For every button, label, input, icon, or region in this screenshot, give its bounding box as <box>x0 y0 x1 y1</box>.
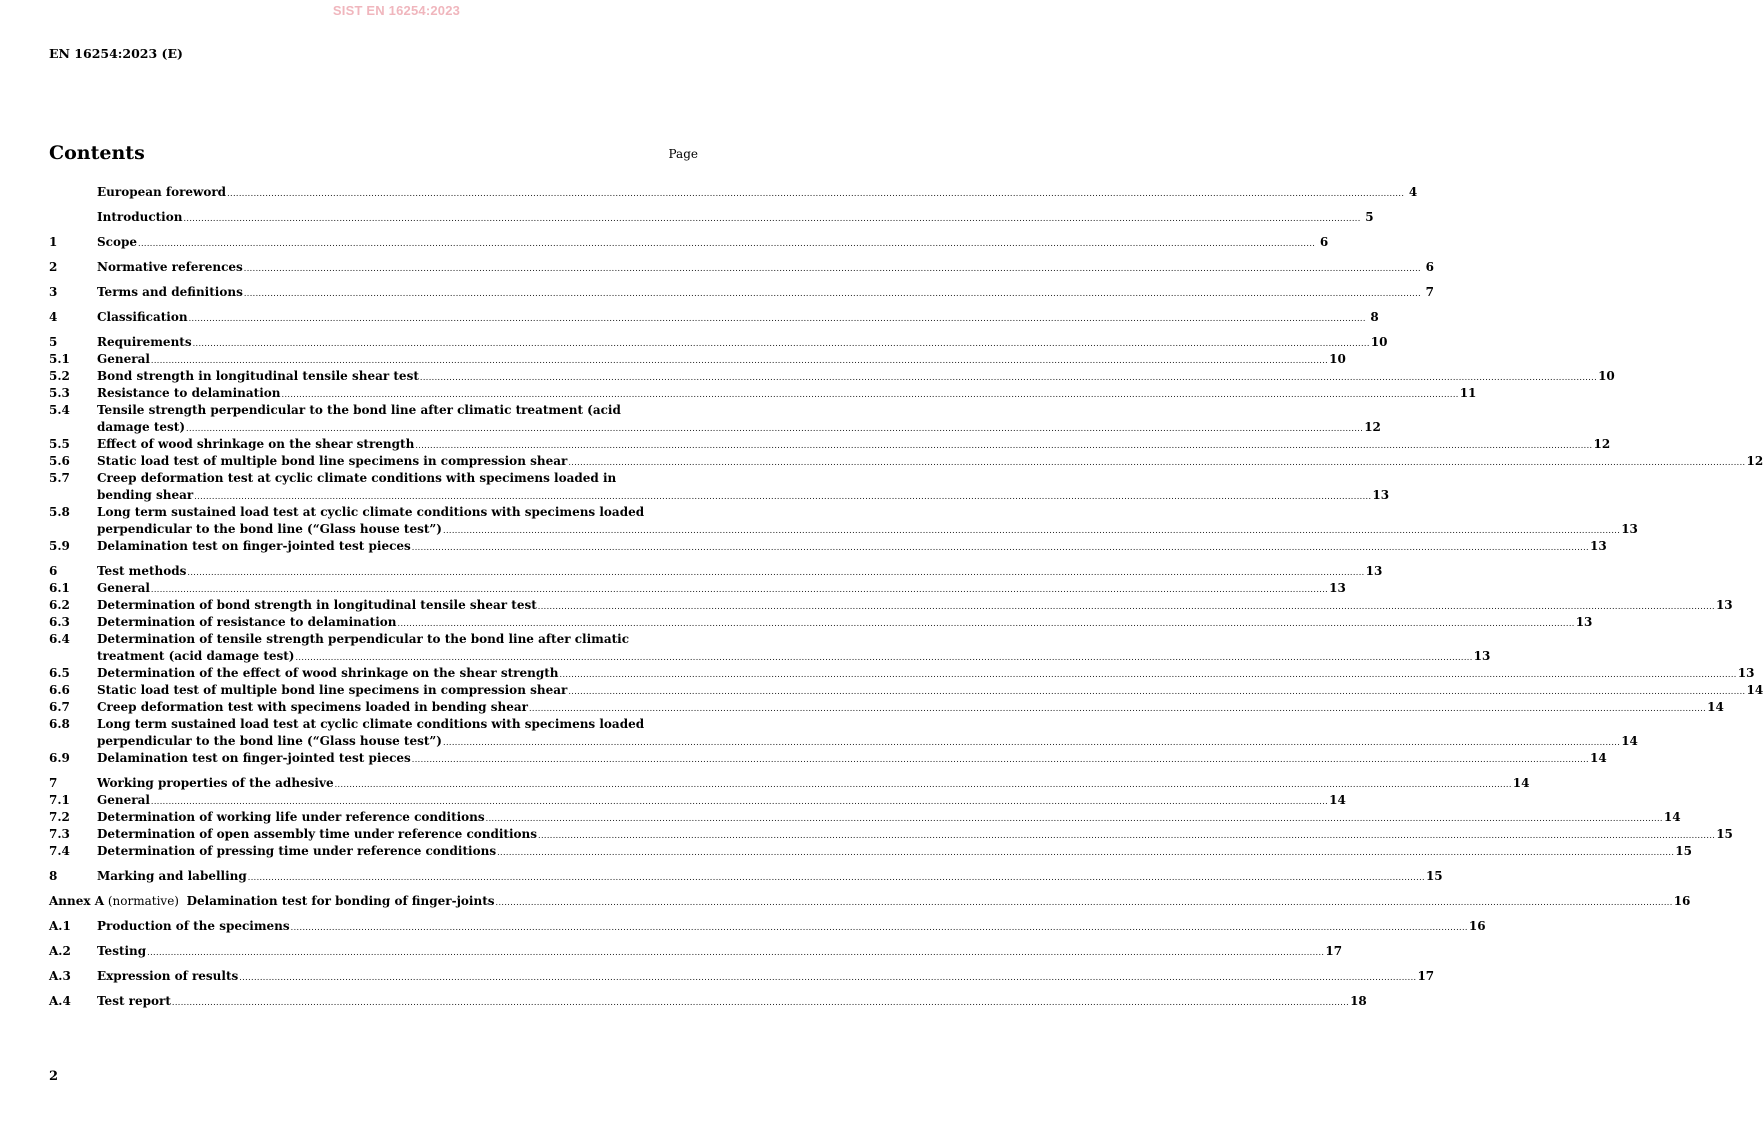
toc-entry-title: Resistance to delamination <box>97 386 281 400</box>
toc-entry-number: 5.3 <box>49 386 70 400</box>
toc-entry-page: 5 <box>1365 210 1374 224</box>
toc-entry[interactable] <box>49 184 1418 201</box>
dot-leader: ................................................................................................................................................................................................................................................................................................................................................................................................................ <box>243 289 1422 298</box>
toc-entry-number: 5.8 <box>49 505 70 519</box>
toc-entry[interactable] <box>49 792 1346 809</box>
toc-entry[interactable] <box>49 334 1388 351</box>
toc-entry-title: Working properties of the adhesive <box>97 776 334 790</box>
dot-leader: ................................................................................................................................................................................................................................................................................................................................................................................................................ <box>150 585 1329 594</box>
toc-entry-number: 5.2 <box>49 369 70 383</box>
toc-entry[interactable] <box>49 453 1763 470</box>
toc-entry-title: Terms and definitions <box>97 285 243 299</box>
toc-entry-page: 13 <box>1575 615 1593 629</box>
toc-entry-page: 14 <box>1329 793 1346 807</box>
toc-entry-title: European foreword <box>97 185 227 199</box>
toc-entry-page: 7 <box>1425 285 1435 299</box>
watermark: SIST EN 16254:2023 <box>332 3 461 18</box>
dot-leader: ................................................................................................................................................................................................................................................................................................................................................................................................................ <box>192 339 1370 348</box>
toc-entry-title: Test methods <box>97 564 187 578</box>
toc-entry-title-line1: Creep deformation test at cyclic climate conditions with specimens loaded in <box>97 471 617 485</box>
toc-entry-page: 16 <box>1468 919 1486 933</box>
toc-entry-title: Test report <box>97 994 171 1008</box>
toc-entry-number: 7.2 <box>49 810 70 824</box>
dot-leader: ................................................................................................................................................................................................................................................................................................................................................................................................................ <box>497 848 1675 857</box>
toc-entry[interactable] <box>49 368 1615 385</box>
table-of-contents <box>49 184 1763 1010</box>
toc-entry[interactable] <box>49 259 1434 276</box>
toc-entry-page: 12 <box>1746 454 1763 468</box>
toc-entry-page: 10 <box>1370 335 1388 349</box>
toc-entry-title-line1: Determination of tensile strength perpendicular to the bond line after climatic <box>97 632 630 646</box>
dot-leader: ................................................................................................................................................................................................................................................................................................................................................................................................................ <box>415 441 1593 450</box>
toc-entry-number: A.4 <box>49 994 71 1008</box>
toc-entry-title: Determination of pressing time under reference conditions <box>97 844 497 858</box>
toc-entry-title: perpendicular to the bond line (“Glass house test”) <box>97 522 442 536</box>
toc-entry[interactable] <box>49 826 1733 843</box>
toc-entry-number: 6.2 <box>49 598 70 612</box>
toc-entry-page: 14 <box>1746 683 1763 697</box>
toc-entry-page: 15 <box>1716 827 1733 841</box>
toc-entry-number: 4 <box>49 310 58 324</box>
toc-entry[interactable] <box>49 993 1367 1010</box>
toc-entry-page: 6 <box>1319 235 1329 249</box>
toc-entry-page: 6 <box>1425 260 1434 274</box>
toc-entry[interactable] <box>49 209 1374 226</box>
toc-entry-number: 6 <box>49 564 58 578</box>
toc-entry-page: 15 <box>1675 844 1692 858</box>
toc-entry[interactable] <box>49 750 1607 767</box>
dot-leader: ................................................................................................................................................................................................................................................................................................................................................................................................................ <box>281 390 1459 399</box>
toc-entry-title: treatment (acid damage test) <box>97 649 295 663</box>
toc-entry-title: Effect of wood shrinkage on the shear strength <box>97 437 415 451</box>
toc-entry[interactable] <box>49 775 1530 792</box>
toc-entry-title: damage test) <box>97 420 185 434</box>
toc-entry-page: 13 <box>1329 581 1346 595</box>
toc-entry-page: 11 <box>1459 386 1477 400</box>
toc-entry-page: 4 <box>1408 185 1418 199</box>
dot-leader: ................................................................................................................................................................................................................................................................................................................................................................................................................ <box>188 314 1366 323</box>
toc-entry[interactable] <box>49 699 1724 716</box>
annex-type: (normative) <box>104 894 187 908</box>
toc-entry-number: 7.4 <box>49 844 70 858</box>
dot-leader: ................................................................................................................................................................................................................................................................................................................................................................................................................ <box>147 948 1325 957</box>
annex-label: Annex A <box>49 894 105 908</box>
toc-entry-title: Normative references <box>97 260 243 274</box>
dot-leader: ................................................................................................................................................................................................................................................................................................................................................................................................................ <box>443 738 1621 747</box>
toc-entry-number: 5 <box>49 335 58 349</box>
dot-leader: ................................................................................................................................................................................................................................................................................................................................................................................................................ <box>537 602 1715 611</box>
toc-entry-page: 13 <box>1372 488 1390 502</box>
toc-entry-title-line1: Tensile strength perpendicular to the bond line after climatic treatment (acid <box>97 403 621 417</box>
toc-entry-number: 7.1 <box>49 793 70 807</box>
toc-entry-page: 14 <box>1621 734 1638 748</box>
dot-leader: ................................................................................................................................................................................................................................................................................................................................................................................................................ <box>227 189 1405 198</box>
dot-leader: ................................................................................................................................................................................................................................................................................................................................................................................................................ <box>138 239 1316 248</box>
toc-entry-page: 13 <box>1715 598 1733 612</box>
toc-entry-title: bending shear <box>97 488 194 502</box>
toc-entry[interactable] <box>49 351 1346 368</box>
toc-entry-page: 14 <box>1512 776 1530 790</box>
toc-entry-page: 16 <box>1673 894 1691 908</box>
dot-leader: ................................................................................................................................................................................................................................................................................................................................................................................................................ <box>187 568 1365 577</box>
toc-entry[interactable] <box>49 682 1763 699</box>
toc-entry[interactable] <box>49 470 1390 504</box>
toc-entry-number: 6.9 <box>49 751 70 765</box>
toc-entry-title: Static load test of multiple bond line specimens in compression shear <box>97 454 568 468</box>
toc-entry-title <box>49 893 495 910</box>
dot-leader: ................................................................................................................................................................................................................................................................................................................................................................................................................ <box>528 704 1707 713</box>
dot-leader: ................................................................................................................................................................................................................................................................................................................................................................................................................ <box>171 998 1350 1007</box>
toc-entry-title: Determination of resistance to delamination <box>97 615 397 629</box>
toc-entry-number: 6.7 <box>49 700 70 714</box>
dot-leader: ................................................................................................................................................................................................................................................................................................................................................................................................................ <box>243 264 1421 273</box>
toc-entry-number: 5.6 <box>49 454 70 468</box>
dot-leader: ................................................................................................................................................................................................................................................................................................................................................................................................................ <box>538 831 1716 840</box>
dot-leader: ................................................................................................................................................................................................................................................................................................................................................................................................................ <box>150 797 1329 806</box>
toc-entry-page: 14 <box>1707 700 1724 714</box>
toc-entry-title: Determination of bond strength in longitudinal tensile shear test <box>97 598 537 612</box>
toc-entry[interactable] <box>49 597 1733 614</box>
toc-entry-page: 12 <box>1364 420 1381 434</box>
dot-leader: ................................................................................................................................................................................................................................................................................................................................................................................................................ <box>419 373 1598 382</box>
toc-entry[interactable] <box>49 868 1443 885</box>
dot-leader: ................................................................................................................................................................................................................................................................................................................................................................................................................ <box>239 973 1417 982</box>
toc-entry-title: Classification <box>97 310 188 324</box>
toc-entry-title: Determination of the effect of wood shrinkage on the shear strength <box>97 666 559 680</box>
toc-entry-title: Determination of open assembly time under reference conditions <box>97 827 538 841</box>
toc-entry-page: 13 <box>1589 539 1607 553</box>
toc-entry[interactable] <box>49 614 1593 631</box>
toc-entry-number: 7 <box>49 776 58 790</box>
dot-leader: ................................................................................................................................................................................................................................................................................................................................................................................................................ <box>485 814 1663 823</box>
dot-leader: ................................................................................................................................................................................................................................................................................................................................................................................................................ <box>150 356 1329 365</box>
page-column-label: Page <box>668 147 698 161</box>
footer-page-number: 2 <box>49 1069 59 1084</box>
toc-entry-title: Introduction <box>97 210 183 224</box>
toc-entry-page: 18 <box>1350 994 1367 1008</box>
toc-entry-page: 13 <box>1365 564 1383 578</box>
toc-entry-page: 8 <box>1370 310 1379 324</box>
toc-entry-number: A.1 <box>49 919 71 933</box>
toc-entry-title: Marking and labelling <box>97 869 247 883</box>
toc-entry-page: 13 <box>1473 649 1491 663</box>
toc-entry-page: 10 <box>1329 352 1346 366</box>
toc-entry-number: A.3 <box>49 969 71 983</box>
toc-entry-title: Delamination test on finger-jointed test pieces <box>97 751 411 765</box>
toc-entry-number: 6.4 <box>49 632 70 646</box>
toc-entry-number: 1 <box>49 235 58 249</box>
toc-entry-title: perpendicular to the bond line (“Glass house test”) <box>97 734 442 748</box>
toc-entry[interactable] <box>49 563 1383 580</box>
toc-entry[interactable] <box>49 580 1346 597</box>
dot-leader: ................................................................................................................................................................................................................................................................................................................................................................................................................ <box>559 670 1737 679</box>
toc-entry-title: Testing <box>97 944 147 958</box>
toc-entry-title: Static load test of multiple bond line specimens in compression shear <box>97 683 568 697</box>
toc-entry-title-line1: Long term sustained load test at cyclic climate conditions with specimens loaded <box>97 505 645 519</box>
toc-entry-number: 5.1 <box>49 352 70 366</box>
toc-entry[interactable] <box>49 843 1692 860</box>
toc-entry[interactable] <box>49 538 1607 555</box>
dot-leader: ................................................................................................................................................................................................................................................................................................................................................................................................................ <box>397 619 1575 628</box>
toc-entry[interactable] <box>49 504 1638 538</box>
toc-entry-page: 13 <box>1621 522 1638 536</box>
dot-leader: ................................................................................................................................................................................................................................................................................................................................................................................................................ <box>290 923 1468 932</box>
dot-leader: ................................................................................................................................................................................................................................................................................................................................................................................................................ <box>568 458 1746 467</box>
toc-entry-number: 7.3 <box>49 827 70 841</box>
toc-entry-page: 14 <box>1663 810 1681 824</box>
toc-entry-title: Scope <box>97 235 138 249</box>
toc-entry-number: 5.5 <box>49 437 70 451</box>
toc-entry[interactable] <box>49 385 1477 402</box>
toc-entry[interactable] <box>49 284 1435 301</box>
toc-entry-number: 2 <box>49 260 58 274</box>
toc-entry-page: 17 <box>1417 969 1435 983</box>
toc-entry-title-line1: Long term sustained load test at cyclic climate conditions with specimens loaded <box>97 717 645 731</box>
dot-leader: ................................................................................................................................................................................................................................................................................................................................................................................................................ <box>443 526 1621 535</box>
dot-leader: ................................................................................................................................................................................................................................................................................................................................................................................................................ <box>411 543 1589 552</box>
toc-entry[interactable] <box>49 893 1691 910</box>
toc-entry[interactable] <box>49 436 1611 453</box>
toc-entry-number: 6.3 <box>49 615 70 629</box>
toc-entry[interactable] <box>49 234 1329 251</box>
toc-entry-number: 6.8 <box>49 717 70 731</box>
toc-entry-page: 14 <box>1589 751 1607 765</box>
dot-leader: ................................................................................................................................................................................................................................................................................................................................................................................................................ <box>183 214 1361 223</box>
dot-leader: ................................................................................................................................................................................................................................................................................................................................................................................................................ <box>194 492 1372 501</box>
toc-entry-title: Determination of working life under reference conditions <box>97 810 485 824</box>
toc-entry-title: Requirements <box>97 335 192 349</box>
toc-entry-page: 10 <box>1598 369 1615 383</box>
toc-entry-page: 13 <box>1737 666 1755 680</box>
toc-entry[interactable] <box>49 402 1381 436</box>
toc-entry-number: 5.7 <box>49 471 70 485</box>
toc-entry[interactable] <box>49 809 1681 826</box>
contents-title: Contents <box>49 142 145 164</box>
document-id: EN 16254:2023 (E) <box>49 46 183 61</box>
dot-leader: ................................................................................................................................................................................................................................................................................................................................................................................................................ <box>334 780 1512 789</box>
toc-entry[interactable] <box>49 918 1486 935</box>
toc-entry-page: 12 <box>1593 437 1611 451</box>
toc-entry-number: A.2 <box>49 944 71 958</box>
dot-leader: ................................................................................................................................................................................................................................................................................................................................................................................................................ <box>247 873 1425 882</box>
toc-entry-title: Production of the specimens <box>97 919 290 933</box>
toc-entry-number: 6.5 <box>49 666 70 680</box>
toc-entry-number: 5.9 <box>49 539 70 553</box>
toc-entry[interactable] <box>49 716 1638 750</box>
annex-title: Delamination test for bonding of finger-joints <box>186 894 495 908</box>
toc-entry[interactable] <box>49 631 1491 665</box>
toc-entry-title: Creep deformation test with specimens loaded in bending shear <box>97 700 528 714</box>
toc-entry[interactable] <box>49 943 1343 960</box>
toc-entry-page: 15 <box>1425 869 1443 883</box>
toc-entry[interactable] <box>49 665 1755 682</box>
toc-entry-number: 6.1 <box>49 581 70 595</box>
toc-entry-page: 17 <box>1325 944 1343 958</box>
toc-entry-title: Delamination test on finger-jointed test pieces <box>97 539 411 553</box>
toc-entry-title: Expression of results <box>97 969 239 983</box>
toc-entry-number: 5.4 <box>49 403 70 417</box>
toc-entry-number: 8 <box>49 869 58 883</box>
toc-entry[interactable] <box>49 968 1435 985</box>
toc-entry-title: General <box>97 352 150 366</box>
toc-entry-number: 3 <box>49 285 58 299</box>
dot-leader: ................................................................................................................................................................................................................................................................................................................................................................................................................ <box>411 755 1589 764</box>
toc-entry-title: General <box>97 793 150 807</box>
dot-leader: ................................................................................................................................................................................................................................................................................................................................................................................................................ <box>295 653 1473 662</box>
toc-entry-number: 6.6 <box>49 683 70 697</box>
toc-entry[interactable] <box>49 309 1379 326</box>
toc-entry-title: Bond strength in longitudinal tensile shear test <box>97 369 419 383</box>
dot-leader: ................................................................................................................................................................................................................................................................................................................................................................................................................ <box>186 424 1364 433</box>
dot-leader: ................................................................................................................................................................................................................................................................................................................................................................................................................ <box>568 687 1746 696</box>
dot-leader: ................................................................................................................................................................................................................................................................................................................................................................................................................ <box>495 898 1673 907</box>
toc-entry-title: General <box>97 581 150 595</box>
